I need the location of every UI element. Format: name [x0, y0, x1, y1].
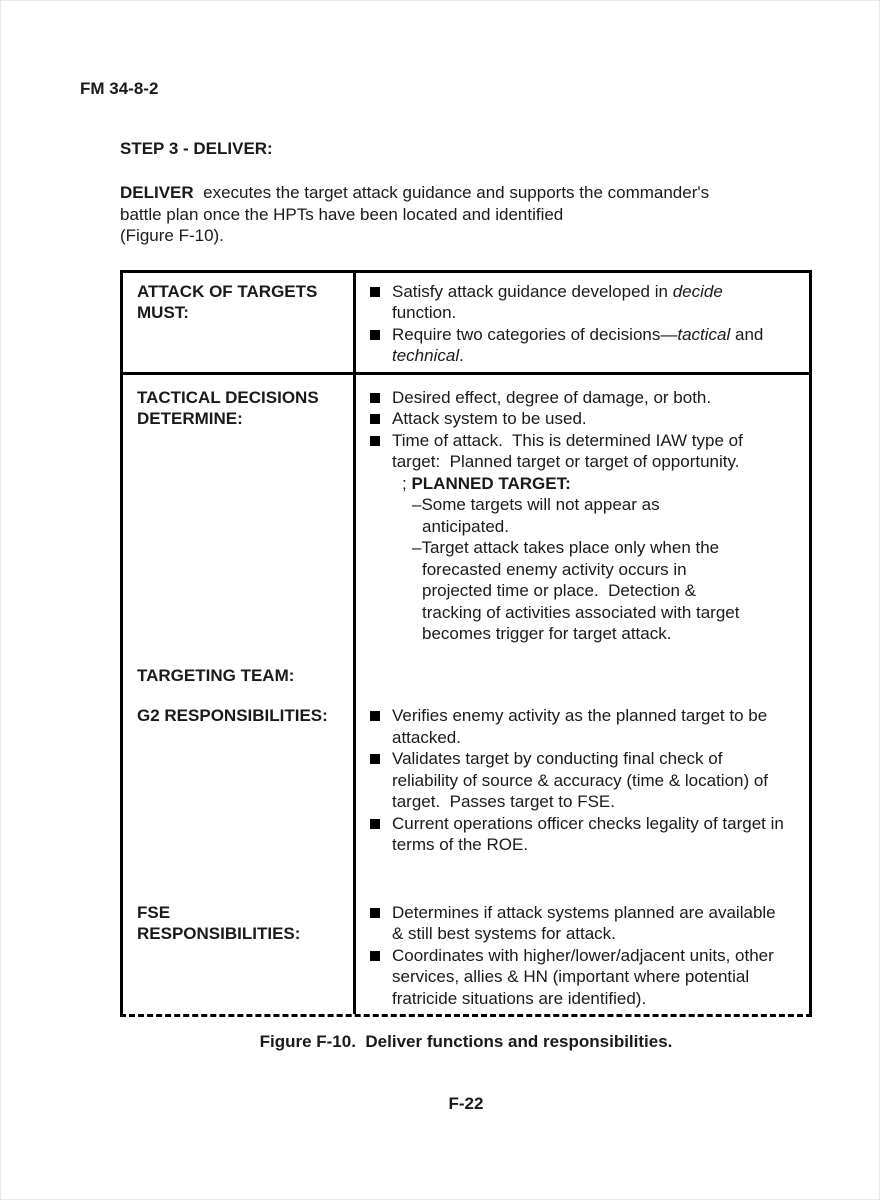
bullet-text: Current operations officer checks legality of target in terms of the ROE. — [392, 813, 789, 854]
bullet-text: Desired effect, degree of damage, or both. — [392, 387, 712, 407]
bullet-item — [370, 945, 789, 1010]
row-label-g2 — [123, 686, 356, 856]
label-line: FSE — [137, 902, 171, 922]
page-number: F-22 — [448, 1093, 484, 1113]
label-line: RESPONSIBILITIES: — [137, 924, 301, 943]
square-bullet-icon — [370, 436, 380, 446]
bullet-text-italic: tactical — [677, 324, 731, 344]
bullet-item — [370, 748, 789, 813]
sub-item-dash: –Target attack takes place only when the forecasted enemy activity occurs in projected time or place. Detection & tracking of activities associated with target becomes trigger for target attack. — [412, 538, 745, 643]
bullet-text-part: Require two categories of decisions— — [392, 324, 678, 344]
intro-line-3: (Figure F-10). — [120, 226, 224, 245]
figure-caption: Figure F-10. Deliver functions and responsibilities. — [259, 1032, 673, 1051]
page-content — [120, 138, 812, 1115]
row-content-tactical-decisions — [356, 375, 809, 645]
square-bullet-icon — [370, 287, 380, 297]
intro-paragraph — [120, 182, 812, 247]
bullet-text-part: Satisfy attack guidance developed in — [392, 281, 673, 301]
row-label-fse — [123, 856, 356, 1015]
step-heading: STEP 3 - DELIVER: — [120, 138, 273, 158]
table-row-targeting-team — [123, 645, 809, 687]
label-line: ATTACK OF TARGETS — [137, 281, 318, 301]
deliver-functions-table — [120, 270, 812, 1018]
square-bullet-icon — [370, 951, 380, 961]
sub-item-dash: –Some targets will not appear as anticipated. — [412, 495, 665, 536]
bullet-item — [370, 324, 789, 367]
bullet-text: Time of attack. This is determined IAW type of target: Planned target or target of opportunity. — [392, 430, 748, 471]
table-row-attack-of-targets — [123, 273, 809, 375]
row-content-targeting-team — [356, 645, 809, 687]
document-id: FM 34-8-2 — [80, 79, 159, 98]
label-line: MUST: — [137, 303, 189, 322]
square-bullet-icon — [370, 711, 380, 721]
bullet-text-part: . — [459, 346, 464, 365]
bullet-item — [370, 387, 789, 409]
deliver-keyword: DELIVER — [120, 183, 194, 202]
table-row-tactical-decisions — [123, 375, 809, 645]
square-bullet-icon — [370, 908, 380, 918]
planned-prefix: ; — [402, 473, 412, 493]
bullet-text: Attack system to be used. — [392, 409, 587, 428]
label-line: TACTICAL DECISIONS — [137, 387, 319, 407]
row-label-attack-of-targets — [123, 273, 356, 372]
planned-target-heading — [402, 473, 789, 495]
square-bullet-icon — [370, 754, 380, 764]
label-line: TARGETING TEAM: — [137, 665, 295, 685]
square-bullet-icon — [370, 330, 380, 340]
bullet-text: Coordinates with higher/lower/adjacent units, other services, allies & HN (important where potential fratricide situations are identified). — [392, 945, 779, 1008]
planned-header-text: PLANNED TARGET: — [411, 473, 571, 493]
bullet-text: Validates target by conducting final check of reliability of source & accuracy (time & location) of target. Passes target to FSE. — [392, 749, 773, 811]
bullet-item — [370, 430, 789, 473]
row-content-g2 — [356, 686, 809, 856]
bullet-text — [392, 281, 789, 324]
bullet-item — [370, 902, 789, 945]
row-label-tactical-decisions — [123, 375, 356, 645]
bullet-text-italic: decide — [672, 281, 723, 301]
bullet-item — [370, 408, 789, 430]
bullet-item — [370, 813, 789, 856]
bullet-text-part: function. — [392, 281, 728, 322]
intro-line-2: battle plan once the HPTs have been located and identified — [120, 204, 564, 224]
bullet-text-italic: technical — [392, 346, 460, 365]
bullet-text-part: and — [730, 324, 769, 344]
square-bullet-icon — [370, 819, 380, 829]
bullet-item — [370, 705, 789, 748]
row-label-targeting-team — [123, 645, 356, 687]
intro-line-1-rest: executes the target attack guidance and supports the commander's — [193, 183, 710, 202]
label-line: DETERMINE: — [137, 409, 243, 428]
row-content-fse — [356, 856, 809, 1015]
bullet-text: Determines if attack systems planned are available & still best systems for attack. — [392, 902, 781, 943]
bullet-text: Verifies enemy activity as the planned target to be attacked. — [392, 706, 772, 747]
row-content-attack-of-targets — [356, 273, 809, 372]
bullet-item — [370, 281, 789, 324]
label-line: G2 RESPONSIBILITIES: — [137, 706, 328, 725]
intro-line-1 — [120, 182, 812, 204]
table-row-fse-responsibilities — [123, 856, 809, 1015]
bullet-text — [392, 324, 789, 367]
square-bullet-icon — [370, 414, 380, 424]
table-row-g2-responsibilities — [123, 686, 809, 856]
square-bullet-icon — [370, 393, 380, 403]
